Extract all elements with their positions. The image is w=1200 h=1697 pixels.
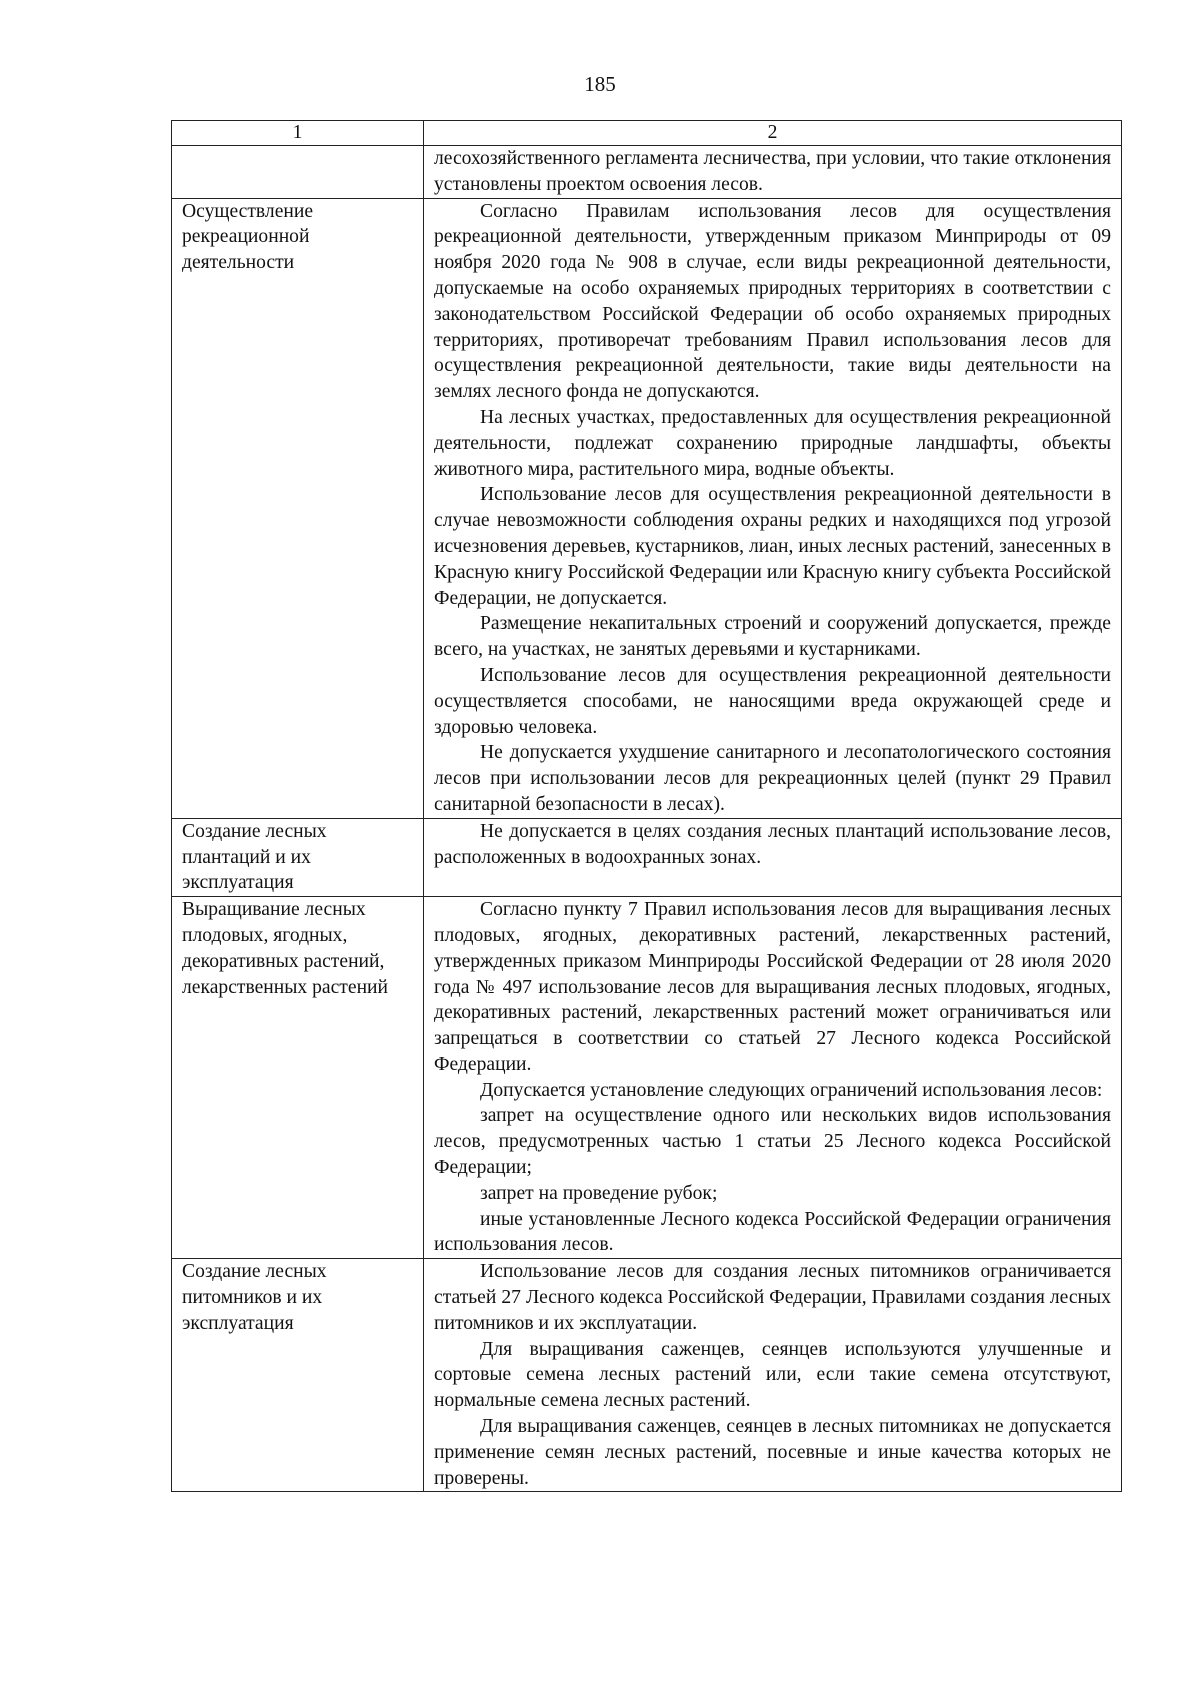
paragraph: Размещение некапитальных строений и сооружений допускается, прежде всего, на участках, не занятых деревьями и кустарниками.: [434, 613, 1111, 661]
row-name: Создание лесных питомников и их эксплуатация: [172, 1259, 424, 1492]
paragraph: Не допускается ухудшение санитарного и лесопатологического состояния лесов при использовании лесов для рекреационных целей (пункт 29 Правил санитарной безопасности в лесах).: [434, 742, 1111, 815]
row-name-empty: [172, 146, 424, 199]
column-header-1: 1: [172, 121, 424, 146]
row-text: [424, 1259, 1122, 1492]
paragraph: лесохозяйственного регламента лесничества, при условии, что такие отклонения установлены проектом освоения лесов.: [434, 148, 1111, 195]
table-row-plantations: [172, 818, 1122, 896]
row-name: Выращивание лесных плодовых, ягодных, декоративных растений, лекарственных растений: [172, 897, 424, 1259]
paragraph: Не допускается в целях создания лесных плантаций использование лесов, расположенных в водоохранных зонах.: [434, 820, 1111, 868]
paragraph: На лесных участках, предоставленных для осуществления рекреационной деятельности, подлежат сохранению природные ландшафты, объекты животного мира, растительного мира, водные объекты.: [434, 406, 1111, 480]
paragraph: запрет на проведение рубок;: [480, 1182, 718, 1204]
row-text: [424, 146, 1122, 199]
regulations-table: [171, 120, 1122, 1492]
table-row-nurseries: [172, 1259, 1122, 1492]
row-name: Осуществление рекреационной деятельности: [172, 198, 424, 818]
paragraph: Согласно пункту 7 Правил использования лесов для выращивания лесных плодовых, ягодных, декоративных растений, лекарственных растений, утвержденных приказом Минприроды Российской Федерации от 28 июля 2020 года № 497 использование лесов для выращивания лесных плодовых, ягодных, декоративных растений, лекарственных растений может ограничиваться или запрещаться в соответствии со статьей 27 Лесного кодекса Российской Федерации.: [434, 899, 1111, 1075]
paragraph: запрет на осуществление одного или нескольких видов использования лесов, предусмотренных частью 1 статьи 25 Лесного кодекса Российской Федерации;: [434, 1105, 1111, 1179]
paragraph: Использование лесов для создания лесных питомников ограничивается статьей 27 Лесного кодекса Российской Федерации, Правилами создания лесных питомников и их эксплуатации.: [434, 1261, 1111, 1334]
paragraph: Допускается установление следующих ограничений использования лесов:: [480, 1079, 1103, 1101]
paragraph: Для выращивания саженцев, сеянцев используются улучшенные и сортовые семена лесных растений или, если такие семена отсутствуют, нормальные семена лесных растений.: [434, 1338, 1111, 1412]
table-row-continuation: [172, 146, 1122, 199]
paragraph: Использование лесов для осуществления рекреационной деятельности в случае невозможности соблюдения охраны редких и находящихся под угрозой исчезновения деревьев, кустарников, лиан, иных лесных растений, занесенных в Красную книгу Российской Федерации или Красную книгу субъекта Российской Федерации, не допускается.: [434, 484, 1111, 609]
page-number: 185: [584, 72, 616, 96]
paragraph: Использование лесов для осуществления рекреационной деятельности осуществляется способами, не наносящими вреда окружающей среде и здоровью человека.: [434, 664, 1111, 738]
row-text: [424, 818, 1122, 896]
paragraph: иные установленные Лесного кодекса Российской Федерации ограничения использования лесов.: [434, 1208, 1111, 1256]
row-text: [424, 198, 1122, 818]
column-header-2: 2: [424, 121, 1122, 146]
row-text: [424, 897, 1122, 1259]
paragraph: Для выращивания саженцев, сеянцев в лесных питомниках не допускается применение семян лесных растений, посевные и иные качества которых не проверены.: [434, 1416, 1111, 1489]
table-header-row: [172, 121, 1122, 146]
row-name: Создание лесных плантаций и их эксплуатация: [172, 818, 424, 896]
table-row-recreation: [172, 198, 1122, 818]
table-row-cultivation: [172, 897, 1122, 1259]
paragraph: Согласно Правилам использования лесов для осуществления рекреационной деятельности, утвержденным приказом Минприроды от 09 ноября 2020 года № 908 в случае, если виды рекреационной деятельности, допускаемые на особо охраняемых природных территориях в соответствии с законодательством Российской Федерации об особо охраняемых природных территориях, противоречат требованиям Правил использования лесов для осуществления рекреационной деятельности, такие виды деятельности на землях лесного фонда не допускаются.: [434, 200, 1111, 403]
